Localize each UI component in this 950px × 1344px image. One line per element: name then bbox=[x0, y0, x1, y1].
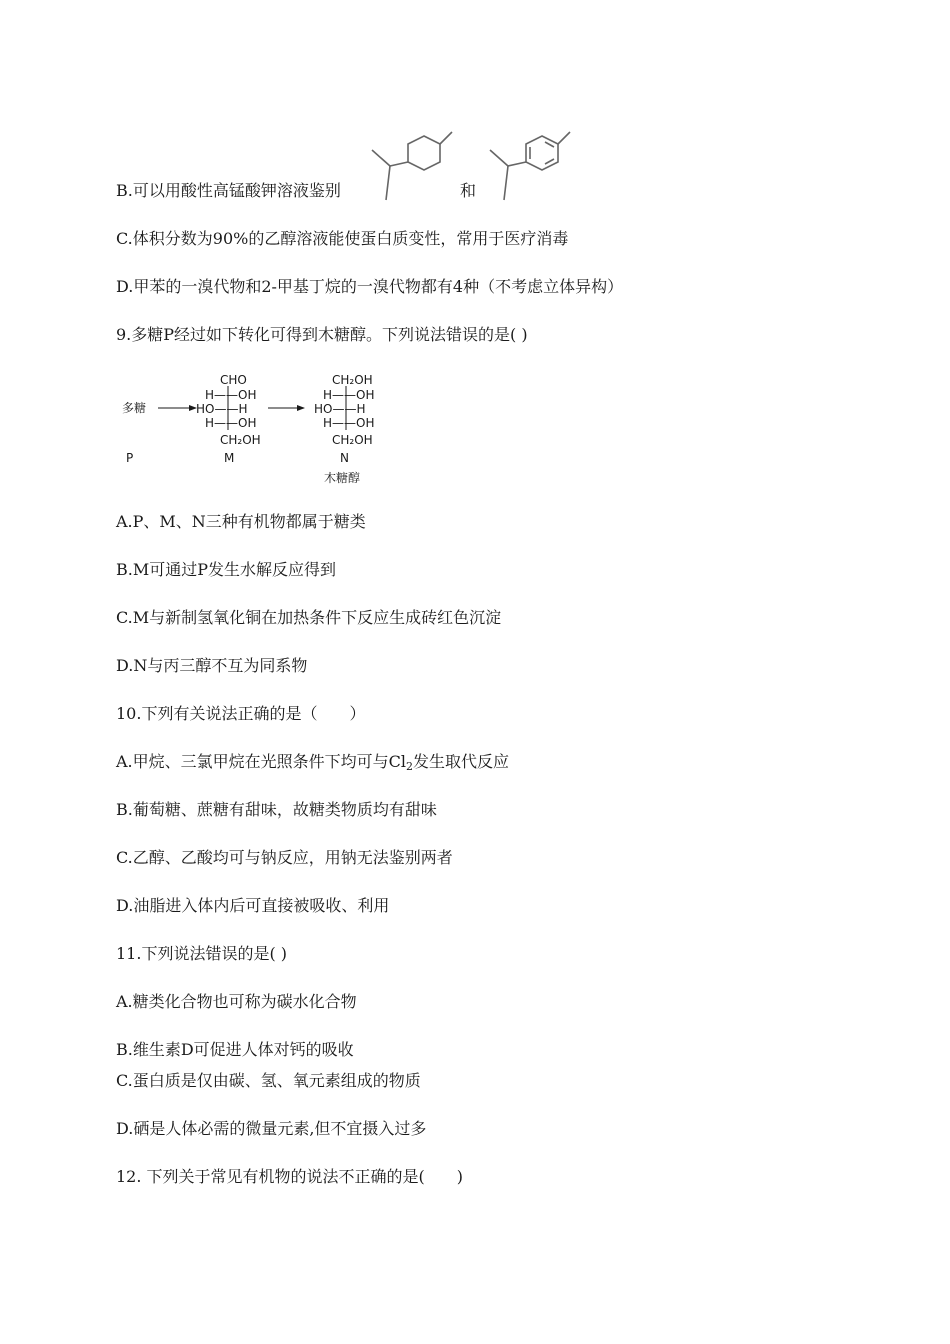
m-bottom: CH₂OH bbox=[220, 433, 261, 447]
q11-option-d: D.硒是人体必需的微量元素,但不宜摄入过多 bbox=[116, 1119, 427, 1138]
scheme-start-label: 多糖 bbox=[122, 401, 147, 415]
m-row-1: H——OH bbox=[205, 388, 257, 402]
n-bottom: CH₂OH bbox=[332, 433, 373, 447]
cyclohexane-structure-icon bbox=[362, 112, 462, 204]
n-top: CH₂OH bbox=[332, 373, 373, 387]
xylitol-reaction-scheme bbox=[116, 368, 396, 490]
q10-option-a-pre: A.甲烷、三氯甲烷在光照条件下均可与Cl bbox=[116, 752, 407, 771]
q11-option-b: B.维生素D可促进人体对钙的吸收 bbox=[116, 1040, 354, 1059]
q8-and-label: 和 bbox=[460, 181, 477, 200]
q11-option-c: C.蛋白质是仅由碳、氢、氧元素组成的物质 bbox=[116, 1071, 421, 1090]
label-p: P bbox=[126, 451, 134, 465]
q9-option-d: D.N与丙三醇不互为同系物 bbox=[116, 656, 308, 675]
m-row-3: H——OH bbox=[205, 416, 257, 430]
label-m: M bbox=[224, 451, 235, 465]
q11-option-a: A.糖类化合物也可称为碳水化合物 bbox=[116, 992, 357, 1011]
q11-stem: 11.下列说法错误的是( ) bbox=[116, 944, 288, 963]
q10-option-d: D.油脂进入体内后可直接被吸收、利用 bbox=[116, 896, 390, 915]
n-row-1: H——OH bbox=[323, 388, 375, 402]
q8-option-b bbox=[116, 181, 341, 201]
q10-option-a-sub: 2 bbox=[406, 760, 414, 773]
q10-option-a bbox=[116, 752, 509, 777]
label-n: N bbox=[340, 451, 349, 465]
n-row-3: H——OH bbox=[323, 416, 375, 430]
n-row-2: HO——H bbox=[314, 402, 366, 416]
q8-option-d: D.甲苯的一溴代物和2-甲基丁烷的一溴代物都有4种（不考虑立体异构） bbox=[116, 277, 624, 296]
q10-option-b: B.葡萄糖、蔗糖有甜味，故糖类物质均有甜味 bbox=[116, 800, 437, 819]
m-top: CHO bbox=[220, 373, 247, 387]
q10-stem: 10.下列有关说法正确的是（ ） bbox=[116, 704, 366, 723]
q9-option-c: C.M与新制氢氧化铜在加热条件下反应生成砖红色沉淀 bbox=[116, 608, 502, 627]
q10-option-c: C.乙醇、乙酸均可与钠反应，用钠无法鉴别两者 bbox=[116, 848, 453, 867]
label-xylitol: 木糖醇 bbox=[324, 471, 361, 485]
q12-stem: 12. 下列关于常见有机物的说法不正确的是( ) bbox=[116, 1167, 464, 1186]
q8-option-c: C.体积分数为90%的乙醇溶液能使蛋白质变性，常用于医疗消毒 bbox=[116, 229, 569, 248]
m-row-2: HO——H bbox=[196, 402, 248, 416]
q9-option-a: A.P、M、N三种有机物都属于糖类 bbox=[116, 512, 366, 531]
q10-option-a-post: 发生取代反应 bbox=[413, 752, 510, 771]
q9-option-b: B.M可通过P发生水解反应得到 bbox=[116, 560, 336, 579]
p-cymene-structure-icon bbox=[480, 112, 580, 204]
q9-stem: 9.多糖P经过如下转化可得到木糖醇。下列说法错误的是( ) bbox=[116, 325, 528, 344]
q8-option-b-text: B.可以用酸性高锰酸钾溶液鉴别 bbox=[116, 181, 341, 200]
